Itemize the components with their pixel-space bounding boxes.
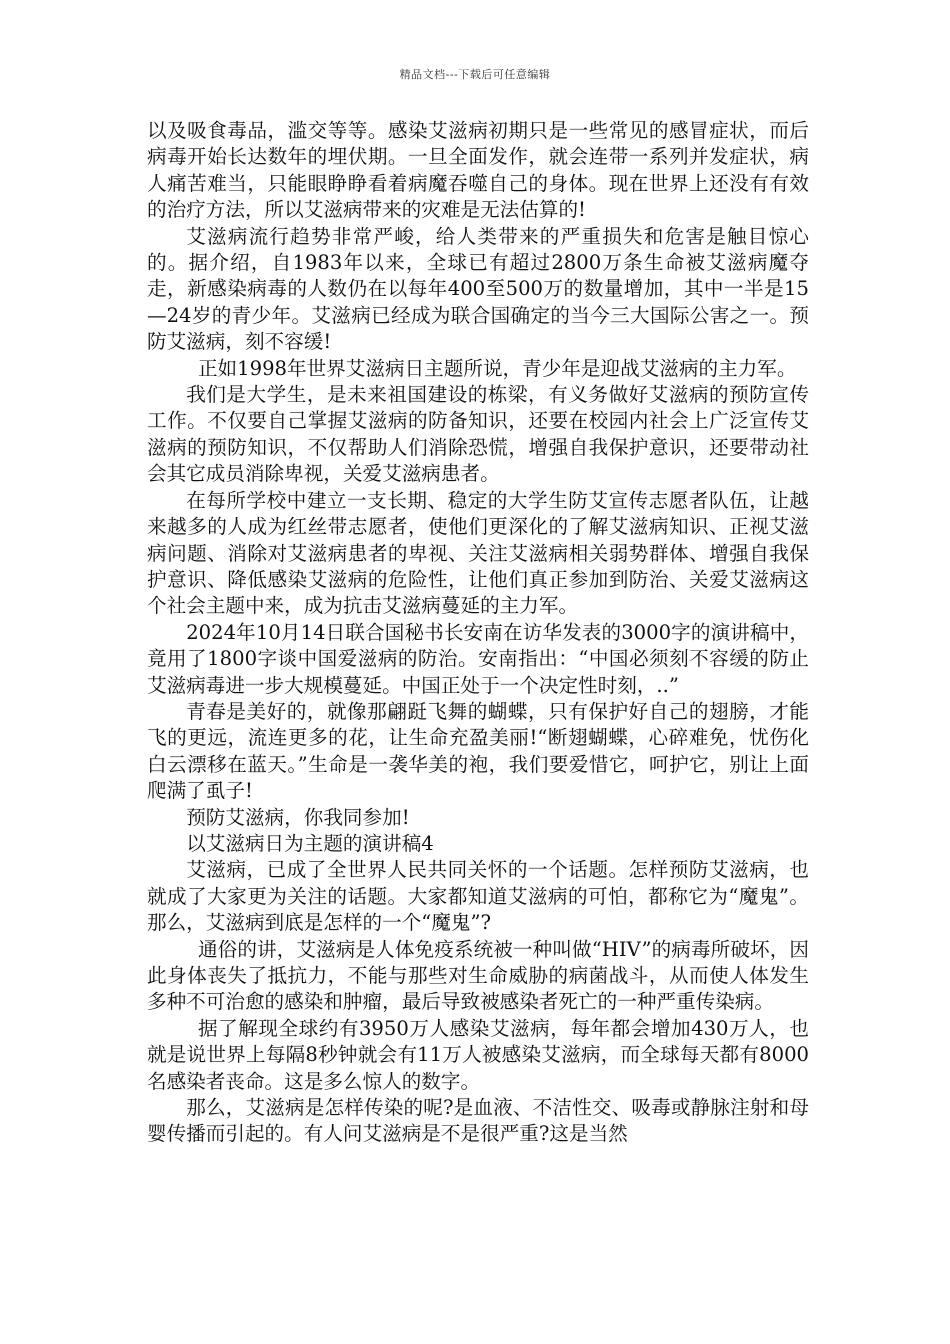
paragraph: 那么，艾滋病是怎样传染的呢?是血液、不洁性交、吸毒或静脉注射和母婴传播而引起的。有人问艾滋病是不是很严重?这是当然 [147, 1096, 809, 1146]
paragraph: 青春是美好的，就像那翩跹飞舞的蝴蝶，只有保护好自己的翅膀，才能飞的更远，流连更多的花，让生命充盈美丽!“断翅蝴蝶，心碎难免，忧伤化白云漂移在蓝天。”生命是一袭华美的袍，我们要爱惜它，呵护它，别让上面爬满了虱子! [147, 699, 809, 803]
paragraph: 预防艾滋病，你我同参加! [186, 805, 410, 829]
page-header: 精品文档---下载后可任意编辑 [399, 68, 551, 81]
paragraph: 以及吸食毒品，滥交等等。感染艾滋病初期只是一些常见的感冒症状，而后病毒开始长达数年的埋伏期。一旦全面发作，就会连带一系列并发症状，病人痛苦难当，只能眼睁睁看着病魔吞噬自己的身体。现在世界上还没有有效的治疗方法，所以艾滋病带来的灾难是无法估算的! [147, 119, 809, 222]
paragraph: 2024年10月14日联合国秘书长安南在访华发表的3000字的演讲稿中，竟用了1800字谈中国爱滋病的防治。安南指出：“中国必须刻不容缓的防止艾滋病毒进一步大规模蔓延。中国正处于一个决定性时刻，..” [147, 620, 809, 697]
paragraph: 我们是大学生，是未来祖国建设的栋梁，有义务做好艾滋病的预防宣传工作。不仅要自己掌握艾滋病的防备知识，还要在校园内社会上广泛宣传艾滋病的预防知识，不仅帮助人们消除恐慌，增强自我保护意识，还要带动社会其它成员消除卑视，关爱艾滋病患者。 [147, 383, 809, 486]
paragraph: 在每所学校中建立一支长期、稳定的大学生防艾宣传志愿者队伍，让越来越多的人成为红丝带志愿者，使他们更深化的了解艾滋病知识、正视艾滋病问题、消除对艾滋病患者的卑视、关注艾滋病相关弱势群体、增强自我保护意识、降低感染艾滋病的危险性，让他们真正参加到防治、关爱艾滋病这个社会主题中来，成为抗击艾滋病蔓延的主力军。 [147, 488, 809, 618]
paragraph: 正如1998年世界艾滋病日主题所说，青少年是迎战艾滋病的主力军。 [197, 356, 797, 380]
section-heading: 以艾滋病日为主题的演讲稿4 [186, 831, 434, 855]
paragraph: 通俗的讲，艾滋病是人体免疫系统被一种叫做“HIV”的病毒所破坏，因此身体丧失了抵抗力，不能与那些对生命威胁的病菌战斗，从而使人体发生多种不可治愈的感染和肿瘤，最后导致被感染者死亡的一种严重传染病。 [147, 937, 809, 1014]
paragraph: 艾滋病流行趋势非常严峻，给人类带来的严重损失和危害是触目惊心的。据介绍，自1983年以来，全球已有超过2800万条生命被艾滋病魔夺走，新感染病毒的人数仍在以每年400至500万的数量增加，其中一半是15—24岁的青少年。艾滋病已经成为联合国确定的当今三大国际公害之一。预防艾滋病，刻不容缓! [147, 224, 809, 354]
paragraph: 据了解现全球约有3950万人感染艾滋病，每年都会增加430万人，也就是说世界上每隔8秒钟就会有11万人被感染艾滋病，而全球每天都有8000名感染者丧命。这是多么惊人的数字。 [147, 1016, 809, 1093]
paragraph: 艾滋病，已成了全世界人民共同关怀的一个话题。怎样预防艾滋病，也就成了大家更为关注的话题。大家都知道艾滋病的可怕，都称它为“魔鬼”。那么，艾滋病到底是怎样的一个“魔鬼”? [147, 858, 809, 935]
document-body [147, 118, 809, 1148]
